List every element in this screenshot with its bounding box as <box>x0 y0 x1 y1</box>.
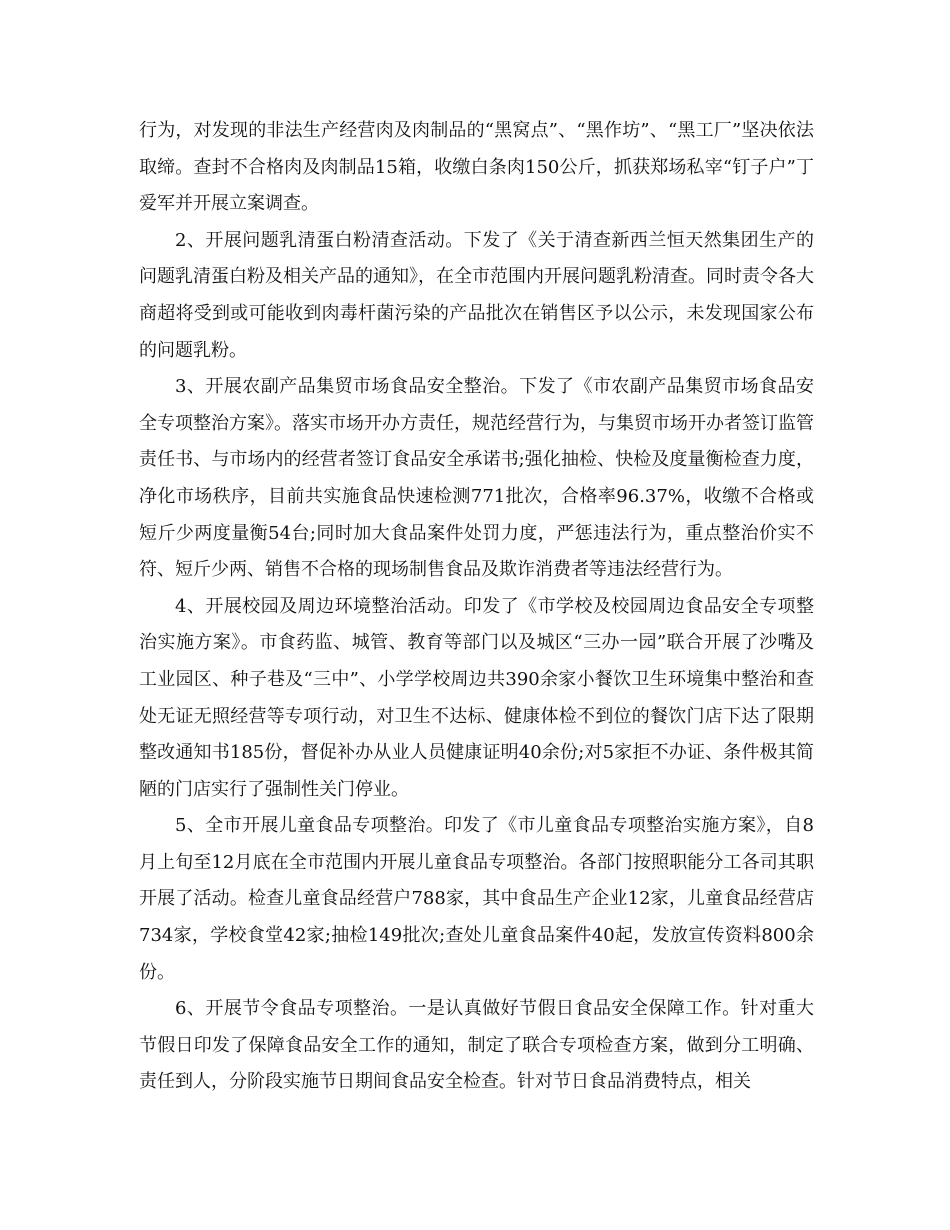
paragraph-item-5: 5、全市开展儿童食品专项整治。印发了《市儿童食品专项整治实施方案》，自8月上旬至12月底在全市范围内开展儿童食品专项整治。各部门按照职能分工各司其职开展了活动。检查儿童食品经营户788家，其中食品生产企业12家，儿童食品经营店734家，学校食堂42家;抽检149批次;查处儿童食品案件40起，发放宣传资料800余份。 <box>139 815 814 983</box>
paragraph-item-4: 4、开展校园及周边环境整治活动。印发了《市学校及校园周边食品安全专项整治实施方案》。市食药监、城管、教育等部门以及城区“三办一园”联合开展了沙嘴及工业园区、种子巷及“三中”、小学学校周边共390余家小餐饮卫生环境集中整治和查处无证无照经营等专项行动，对卫生不达标、健康体检不到位的餐饮门店下达了限期整改通知书185份，督促补办从业人员健康证明40余份;对5家拒不办证、条件极其简陋的门店实行了强制性关门停业。 <box>139 595 814 800</box>
paragraph-item-2: 2、开展问题乳清蛋白粉清查活动。下发了《关于清查新西兰恒天然集团生产的问题乳清蛋白粉及相关产品的通知》，在全市范围内开展问题乳粉清查。同时责令各大商超将受到或可能收到肉毒杆菌污染的产品批次在销售区予以公示，未发现国家公布的问题乳粉。 <box>139 229 814 361</box>
paragraph-item-3: 3、开展农副产品集贸市场食品安全整治。下发了《市农副产品集贸市场食品安全专项整治方案》。落实市场开办方责任，规范经营行为，与集贸市场开办者签订监管责任书、与市场内的经营者签订食品安全承诺书;强化抽检、快检及度量衡检查力度，净化市场秩序，目前共实施食品快速检测771批次，合格率96.37%，收缴不合格或短斤少两度量衡54台;同时加大食品案件处罚力度，严惩违法行为，重点整治价实不符、短斤少两、销售不合格的现场制售食品及欺诈消费者等违法经营行为。 <box>139 376 814 581</box>
document-body <box>139 113 814 1101</box>
paragraph-continuation: 行为，对发现的非法生产经营肉及肉制品的“黑窝点”、“黑作坊”、“黑工厂”坚决依法取缔。查封不合格肉及肉制品15箱，收缴白条肉150公斤，抓获郑场私宰“钉子户”丁爱军并开展立案调查。 <box>139 120 814 215</box>
paragraph-item-6: 6、开展节令食品专项整治。一是认真做好节假日食品安全保障工作。针对重大节假日印发了保障食品安全工作的通知，制定了联合专项检查方案，做到分工明确、责任到人，分阶段实施节日期间食品安全检查。针对节日食品消费特点，相关 <box>139 998 814 1093</box>
